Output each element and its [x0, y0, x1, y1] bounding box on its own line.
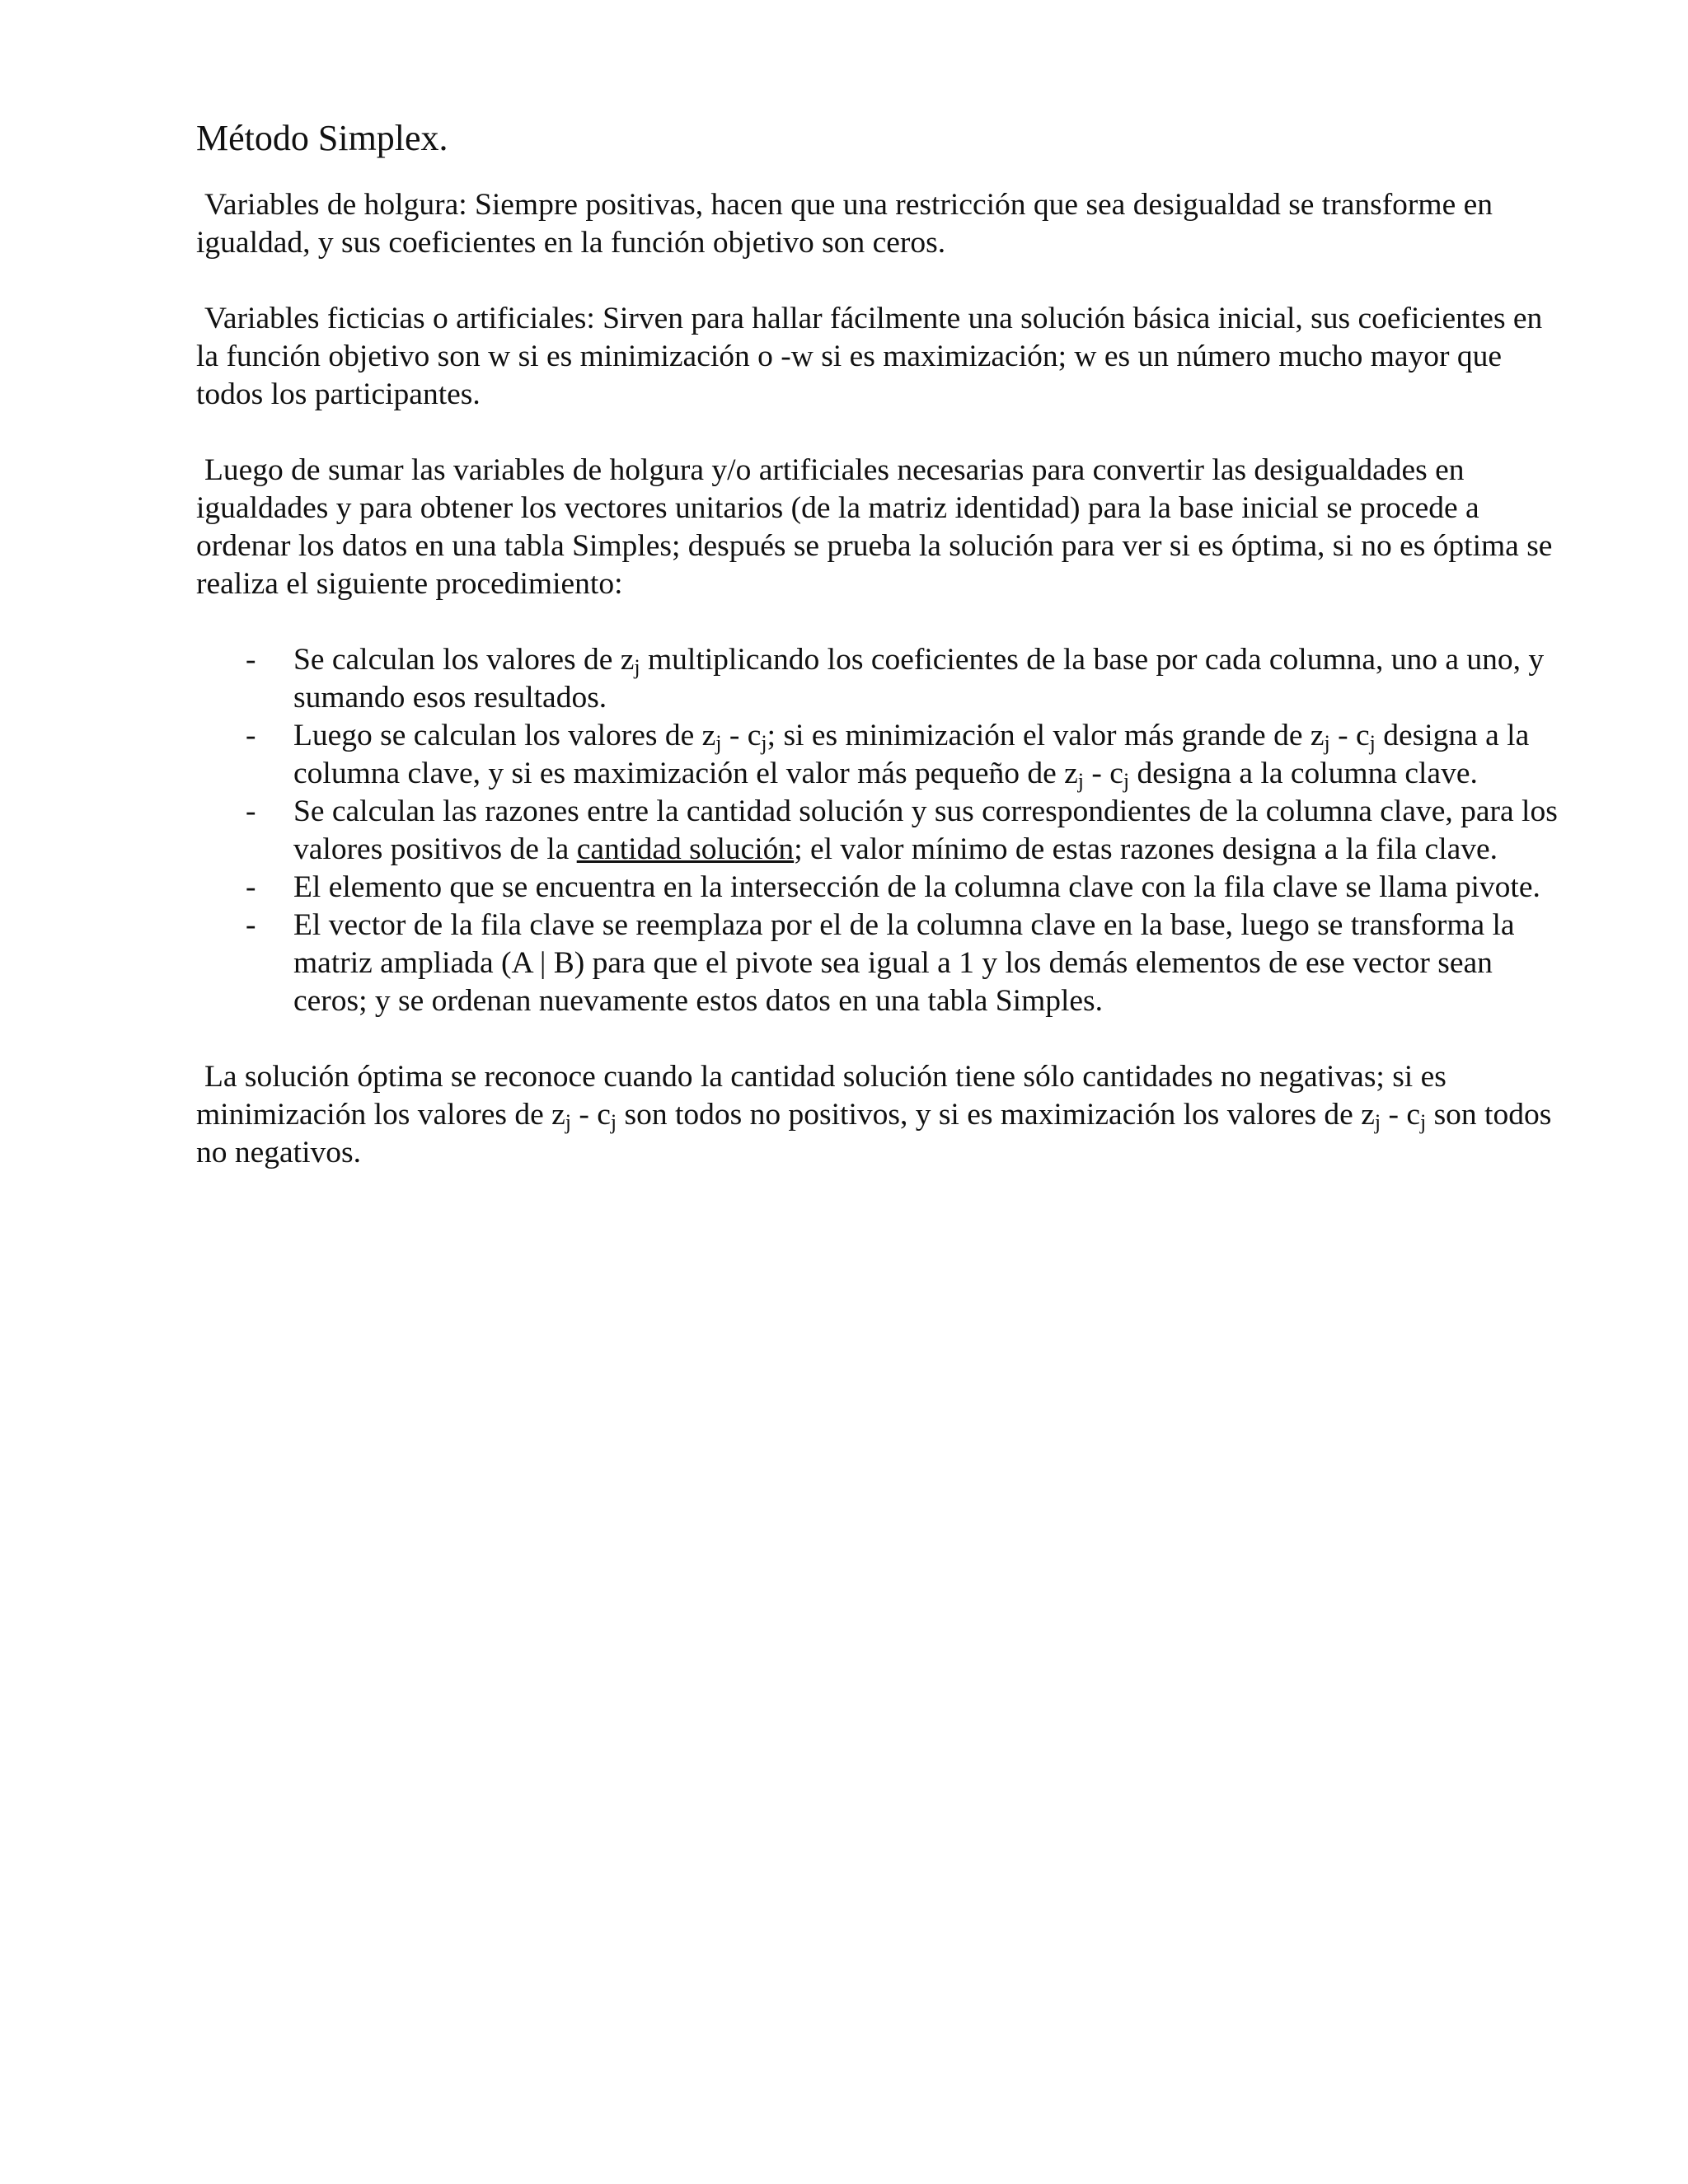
procedure-steps-list	[196, 641, 1564, 1020]
list-item	[196, 641, 1564, 717]
paragraph-procedure-intro: Luego de sumar las variables de holgura y/o artificiales necesarias para convertir las desigualdades en igualdades y para obtener los vectores unitarios (de la matriz identidad) para la base inicial se procede a ordenar los datos en una tabla Simples; después se prueba la solución para ver si es óptima, si no es óptima se realiza el siguiente procedimiento:	[196, 453, 1553, 601]
bullet-dash: -	[246, 908, 256, 942]
paragraph-conclusion: La solución óptima se reconoce cuando la cantidad solución tiene sólo cantidades no negativas; si es minimización los valores de $z_j - c_j$ son todos no positivos, y si es maximización los valores de $z_j - c_j$ son todos no negativos.	[196, 1060, 1552, 1169]
list-item	[196, 907, 1564, 1020]
step-text: El elemento que se encuentra en la intersección de la columna clave con la fila clave se llama pivote.	[293, 870, 1540, 904]
step-text: Luego se calculan los valores de $z_j - c_j$; si es minimización el valor más grande de $z_j - c_j$ designa a la columna clave, y si es maximización el valor más pequeño de $z_j - c_j$ designa a la columna clave.	[293, 719, 1530, 793]
list-item	[196, 717, 1564, 793]
underlined-term: cantidad solución	[576, 832, 795, 866]
paragraph-artificial-variables: Variables ficticias o artificiales: Sirven para hallar fácilmente una solución básica inicial, sus coeficientes en la función objetivo son w si es minimización o -w si es maximización; w es un número mucho mayor que todos los participantes.	[196, 302, 1543, 411]
document-page	[196, 115, 1564, 1210]
step-text: El vector de la fila clave se reemplaza por el de la columna clave en la base, luego se transforma la matriz ampliada (A | B) para que el pivote sea igual a 1 y los demás elementos de ese vector sean ceros; y se ordenan nuevamente estos datos en una tabla Simples.	[293, 908, 1515, 1018]
step-text: Se calculan las razones entre la cantidad solución y sus correspondientes de la columna clave, para los valores positivos de la cantidad solución; el valor mínimo de estas razones designa a la fila clave.	[293, 794, 1558, 866]
bullet-dash: -	[246, 870, 256, 904]
list-item	[196, 869, 1564, 907]
step-text: Se calculan los valores de $z_j$ multiplicando los coeficientes de la base por cada columna, uno a uno, y sumando esos resultados.	[293, 643, 1545, 715]
bullet-dash: -	[246, 719, 256, 752]
document-title: Método Simplex.	[196, 118, 448, 158]
bullet-dash: -	[246, 643, 256, 677]
paragraph-slack-variables: Variables de holgura: Siempre positivas, hacen que una restricción que sea desigualdad se transforme en igualdad, y sus coeficientes en la función objetivo son ceros.	[196, 188, 1493, 260]
bullet-dash: -	[246, 794, 256, 828]
list-item	[196, 793, 1564, 869]
